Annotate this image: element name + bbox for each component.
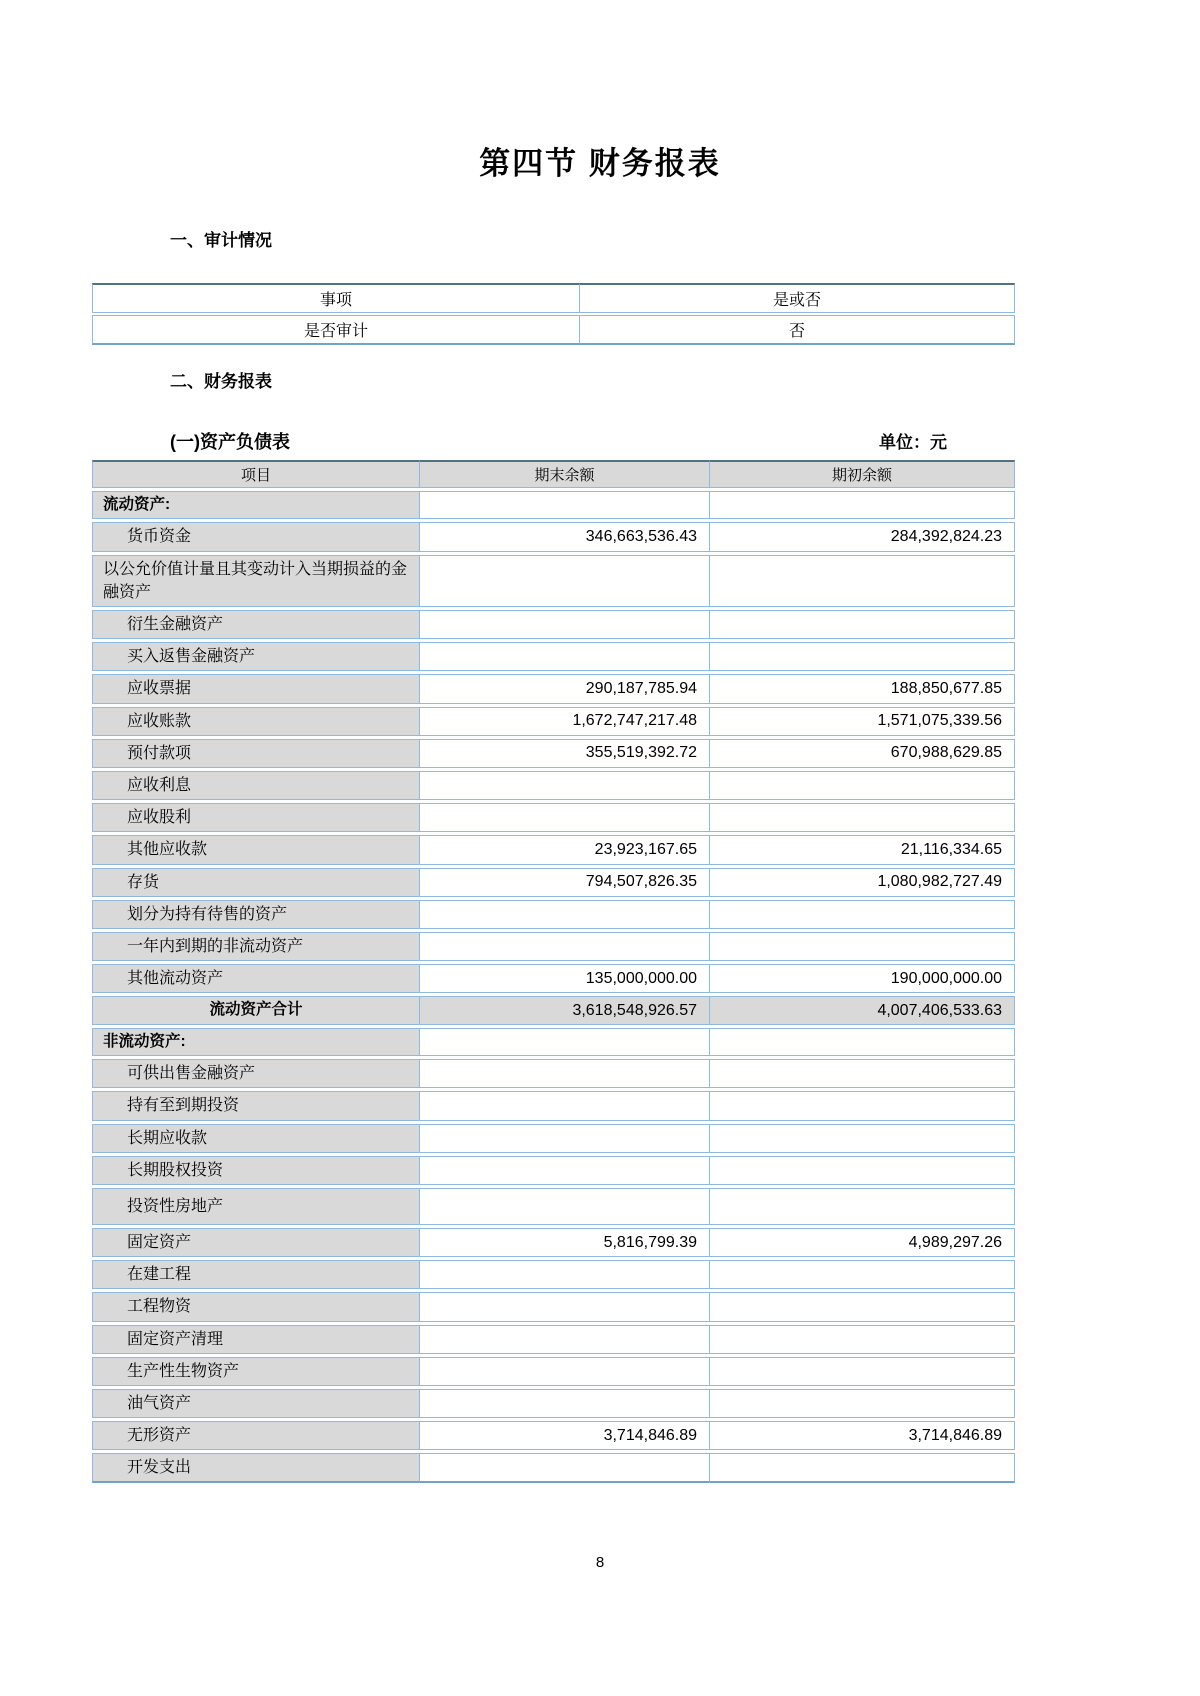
balance-sheet-row — [92, 868, 1015, 897]
bs-ending-balance-value — [420, 803, 710, 832]
audit-header-yes-no: 是或否 — [580, 283, 1015, 313]
bs-header-ending-balance: 期末余额 — [420, 460, 710, 488]
balance-sheet-row — [92, 803, 1015, 832]
bs-ending-balance-value — [420, 771, 710, 800]
bs-beginning-balance-value — [710, 1156, 1015, 1185]
bs-item-label: 非流动资产: — [92, 1028, 420, 1056]
bs-beginning-balance-value — [710, 555, 1015, 607]
heading-audit-section: 一、审计情况 — [170, 231, 272, 250]
page-number: 8 — [595, 1554, 605, 1571]
bs-item-label: 投资性房地产 — [92, 1188, 420, 1225]
balance-sheet-row — [92, 996, 1015, 1024]
balance-sheet-header-row — [92, 460, 1015, 488]
bs-beginning-balance-value — [710, 491, 1015, 519]
bs-ending-balance-value: 1,672,747,217.48 — [420, 707, 710, 736]
bs-item-label: 持有至到期投资 — [92, 1091, 420, 1120]
bs-ending-balance-value: 135,000,000.00 — [420, 964, 710, 993]
balance-sheet-row — [92, 1357, 1015, 1386]
bs-beginning-balance-value — [710, 1188, 1015, 1225]
balance-sheet-row — [92, 900, 1015, 929]
bs-item-label: 其他流动资产 — [92, 964, 420, 993]
balance-sheet-row — [92, 1292, 1015, 1321]
bs-item-label: 存货 — [92, 868, 420, 897]
bs-beginning-balance-value — [710, 1325, 1015, 1354]
bs-item-label: 一年内到期的非流动资产 — [92, 932, 420, 961]
bs-beginning-balance-value — [710, 1059, 1015, 1088]
bs-beginning-balance-value — [710, 771, 1015, 800]
bs-item-label: 其他应收款 — [92, 835, 420, 864]
bs-beginning-balance-value — [710, 932, 1015, 961]
balance-sheet-row — [92, 1059, 1015, 1088]
heading-balance-sheet: (一)资产负债表 — [170, 432, 290, 452]
bs-ending-balance-value — [420, 1357, 710, 1386]
audit-row-answer: 否 — [580, 315, 1015, 345]
balance-sheet-row — [92, 1260, 1015, 1289]
bs-header-item: 项目 — [92, 460, 420, 488]
bs-header-beginning-balance: 期初余额 — [710, 460, 1015, 488]
balance-sheet-row — [92, 522, 1015, 551]
balance-sheet-row — [92, 610, 1015, 639]
bs-item-label: 工程物资 — [92, 1292, 420, 1321]
bs-ending-balance-value — [420, 1389, 710, 1418]
unit-label: 单位：元 — [879, 433, 947, 452]
bs-ending-balance-value: 3,714,846.89 — [420, 1421, 710, 1450]
bs-item-label: 无形资产 — [92, 1421, 420, 1450]
bs-beginning-balance-value — [710, 1357, 1015, 1386]
bs-beginning-balance-value — [710, 610, 1015, 639]
balance-sheet-row — [92, 1156, 1015, 1185]
bs-ending-balance-value: 23,923,167.65 — [420, 835, 710, 864]
bs-beginning-balance-value: 670,988,629.85 — [710, 739, 1015, 768]
bs-item-label: 在建工程 — [92, 1260, 420, 1289]
bs-item-label: 可供出售金融资产 — [92, 1059, 420, 1088]
bs-item-label: 生产性生物资产 — [92, 1357, 420, 1386]
balance-sheet-row — [92, 1188, 1015, 1225]
bs-item-label: 衍生金融资产 — [92, 610, 420, 639]
balance-sheet-row — [92, 555, 1015, 607]
bs-beginning-balance-value: 4,989,297.26 — [710, 1228, 1015, 1257]
balance-sheet-row — [92, 771, 1015, 800]
bs-beginning-balance-value — [710, 803, 1015, 832]
bs-beginning-balance-value: 1,080,982,727.49 — [710, 868, 1015, 897]
bs-ending-balance-value — [420, 555, 710, 607]
bs-beginning-balance-value: 1,571,075,339.56 — [710, 707, 1015, 736]
bs-ending-balance-value — [420, 1059, 710, 1088]
audit-table-header-row — [92, 283, 1015, 313]
balance-sheet-row — [92, 1028, 1015, 1056]
bs-item-label: 划分为持有待售的资产 — [92, 900, 420, 929]
bs-beginning-balance-value: 21,116,334.65 — [710, 835, 1015, 864]
balance-sheet-row — [92, 642, 1015, 671]
bs-ending-balance-value: 5,816,799.39 — [420, 1228, 710, 1257]
bs-ending-balance-value: 355,519,392.72 — [420, 739, 710, 768]
balance-sheet-row — [92, 1228, 1015, 1257]
bs-ending-balance-value — [420, 1260, 710, 1289]
bs-ending-balance-value: 290,187,785.94 — [420, 674, 710, 703]
bs-ending-balance-value: 346,663,536.43 — [420, 522, 710, 551]
bs-beginning-balance-value — [710, 1292, 1015, 1321]
bs-ending-balance-value — [420, 1124, 710, 1153]
bs-beginning-balance-value — [710, 900, 1015, 929]
bs-item-label: 应收股利 — [92, 803, 420, 832]
audit-table — [92, 281, 1015, 347]
bs-ending-balance-value — [420, 610, 710, 639]
balance-sheet-row — [92, 1091, 1015, 1120]
bs-beginning-balance-value: 4,007,406,533.63 — [710, 996, 1015, 1024]
bs-item-label: 油气资产 — [92, 1389, 420, 1418]
bs-ending-balance-value — [420, 1091, 710, 1120]
bs-ending-balance-value: 794,507,826.35 — [420, 868, 710, 897]
balance-sheet-table — [92, 457, 1015, 1486]
audit-header-item: 事项 — [92, 283, 580, 313]
bs-item-label: 以公允价值计量且其变动计入当期损益的金融资产 — [92, 555, 420, 607]
bs-item-label: 货币资金 — [92, 522, 420, 551]
bs-ending-balance-value — [420, 491, 710, 519]
balance-sheet-row — [92, 1421, 1015, 1450]
bs-ending-balance-value — [420, 932, 710, 961]
bs-item-label: 买入返售金融资产 — [92, 642, 420, 671]
balance-sheet-row — [92, 491, 1015, 519]
bs-beginning-balance-value — [710, 1453, 1015, 1483]
bs-ending-balance-value: 3,618,548,926.57 — [420, 996, 710, 1024]
bs-item-label: 流动资产合计 — [92, 996, 420, 1024]
bs-beginning-balance-value — [710, 642, 1015, 671]
balance-sheet-row — [92, 1389, 1015, 1418]
bs-item-label: 固定资产清理 — [92, 1325, 420, 1354]
bs-item-label: 长期应收款 — [92, 1124, 420, 1153]
bs-item-label: 预付款项 — [92, 739, 420, 768]
bs-ending-balance-value — [420, 1028, 710, 1056]
balance-sheet-row — [92, 964, 1015, 993]
heading-financial-statements: 二、财务报表 — [170, 372, 272, 391]
bs-beginning-balance-value — [710, 1124, 1015, 1153]
bs-item-label: 长期股权投资 — [92, 1156, 420, 1185]
bs-ending-balance-value — [420, 1325, 710, 1354]
bs-item-label: 流动资产: — [92, 491, 420, 519]
bs-ending-balance-value — [420, 900, 710, 929]
balance-sheet-row — [92, 835, 1015, 864]
balance-sheet-row — [92, 1124, 1015, 1153]
bs-beginning-balance-value — [710, 1260, 1015, 1289]
bs-item-label: 应收账款 — [92, 707, 420, 736]
balance-sheet-row — [92, 674, 1015, 703]
balance-sheet-row — [92, 932, 1015, 961]
bs-ending-balance-value — [420, 642, 710, 671]
bs-ending-balance-value — [420, 1188, 710, 1225]
bs-item-label: 应收票据 — [92, 674, 420, 703]
balance-sheet-row — [92, 1453, 1015, 1483]
bs-beginning-balance-value — [710, 1091, 1015, 1120]
audit-row-item: 是否审计 — [92, 315, 580, 345]
bs-beginning-balance-value: 188,850,677.85 — [710, 674, 1015, 703]
audit-table-row — [92, 315, 1015, 345]
bs-ending-balance-value — [420, 1156, 710, 1185]
balance-sheet-row — [92, 1325, 1015, 1354]
bs-beginning-balance-value: 190,000,000.00 — [710, 964, 1015, 993]
bs-beginning-balance-value — [710, 1389, 1015, 1418]
bs-beginning-balance-value — [710, 1028, 1015, 1056]
bs-item-label: 应收利息 — [92, 771, 420, 800]
bs-item-label: 开发支出 — [92, 1453, 420, 1483]
balance-sheet-row — [92, 707, 1015, 736]
bs-ending-balance-value — [420, 1453, 710, 1483]
bs-ending-balance-value — [420, 1292, 710, 1321]
balance-sheet-row — [92, 739, 1015, 768]
bs-beginning-balance-value: 284,392,824.23 — [710, 522, 1015, 551]
bs-beginning-balance-value: 3,714,846.89 — [710, 1421, 1015, 1450]
page-title: 第四节 财务报表 — [479, 146, 721, 181]
bs-item-label: 固定资产 — [92, 1228, 420, 1257]
